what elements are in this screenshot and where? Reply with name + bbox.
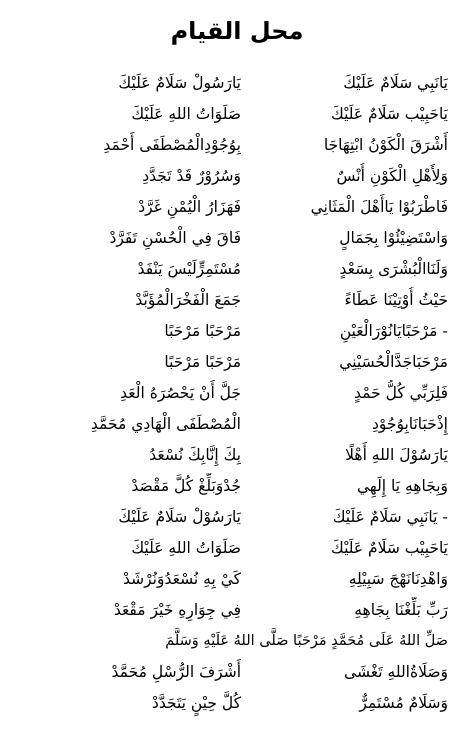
verse-left-hemistich: كُلَّ حِيْنٍ يَتَجَدَّدْ xyxy=(151,694,241,712)
verse-row xyxy=(36,132,448,159)
verse-left-hemistich: بِكَ إِنَّابِكَ نُسْعَدُ xyxy=(149,446,241,464)
verse-right-hemistich: يَارَسُوْلَ اللهِ أَهْلًا xyxy=(345,446,448,464)
verse-right-hemistich: وَصَلَاةُاللهِ تَغْشَى xyxy=(344,663,448,681)
verse-right-hemistich: حَيْثُ أُوْتِيْنَا عَطَاءً xyxy=(344,291,448,309)
verse-left-hemistich: كَيْ بِهِ نُسْعَدُوَنُرْشَدْ xyxy=(122,570,241,588)
poem-body xyxy=(36,70,448,720)
verse-left-hemistich: جَمَعَ الْفَخْرَالْمُؤَبَّدْ xyxy=(135,291,241,309)
verse-right-hemistich: مَرْحَبَاجَدَّالْحُسَيْنِي xyxy=(339,353,448,371)
verse-right-hemistich: - مَرْحَبًايَانُوْرَالْعَيْنِ xyxy=(339,322,448,340)
verse-left-hemistich: الْمُصْطَفَى الْهَادِي مُحَمَّدِ xyxy=(90,415,241,433)
verse-left-hemistich: مَرْحَبًا مَرْحَبًا xyxy=(164,322,241,340)
verse-row xyxy=(36,70,448,97)
verse-row xyxy=(36,194,448,221)
verse-row xyxy=(36,349,448,376)
verse-right-hemistich: وَبِجَاهِهِ يَا إِلَهِي xyxy=(357,477,448,495)
verse-row xyxy=(36,535,448,562)
verse-right-hemistich: فَلِرَبِّي كُلُّ حَمْدٍ xyxy=(354,384,448,402)
verse-left-hemistich: مُسْتَمِرٍّلَيْسَ يَنْفَدْ xyxy=(137,260,241,278)
verse-row xyxy=(36,690,448,717)
verse-left-hemistich: صَلَوَاتُ اللهِ عَلَيْكَ xyxy=(131,105,241,123)
verse-right-hemistich: - يَانَبِي سَلَامٌ عَلَيْكَ xyxy=(332,508,448,526)
verse-left-hemistich: جَلَّ أَنْ يَحْصُرَهُ الْعَدِ xyxy=(120,384,241,402)
verse-left-hemistich: صَلَوَاتُ اللهِ عَلَيْكَ xyxy=(131,539,241,557)
verse-left-hemistich: وَسُرُوْرٌ قَدْ تَجَدَّدِ xyxy=(142,167,241,185)
verse-right-hemistich: وَلَنَاالْبُشْرَى بِسَعْدٍ xyxy=(339,260,448,278)
verse-row xyxy=(36,628,448,655)
page-title: محل القيام xyxy=(170,17,304,45)
verse-row xyxy=(36,597,448,624)
verse-row xyxy=(36,473,448,500)
verse-row xyxy=(36,504,448,531)
verse-right-hemistich: وَسَلَامٌ مُسْتَمِرٌّ xyxy=(359,694,448,712)
verse-right-hemistich: فَاطْرَبُوْا يَاأَهْلَ الْمَثَانِي xyxy=(310,198,448,216)
verse-left-hemistich: فِي جِوَارِهِ خَيْرَ مَقْعَدْ xyxy=(113,601,241,619)
verse-right-hemistich: يَاحَبِيْب سَلَامٌ عَلَيْكَ xyxy=(331,539,448,557)
verse-row xyxy=(36,225,448,252)
verse-left-hemistich: جُدْوَبَلِّغْ كُلَّ مَقْصَدْ xyxy=(131,477,241,495)
verse-left-hemistich: مَرْحَبًا مَرْحَبًا xyxy=(164,353,241,371)
verse-right-hemistich: يَاحَبِيْب سَلَامٌ عَلَيْكَ xyxy=(331,105,448,123)
verse-row xyxy=(36,101,448,128)
verse-left-hemistich: بِوُجُوْدِالْمُصْطَفَى أَحْمَدِ xyxy=(103,136,241,154)
verse-left-hemistich: أَشْرَفَ الرُّسْلِ مُحَمَّدْ xyxy=(111,663,241,681)
verse-row xyxy=(36,411,448,438)
verse-row xyxy=(36,287,448,314)
verse-row xyxy=(36,566,448,593)
verse-row xyxy=(36,318,448,345)
verse-row xyxy=(36,256,448,283)
verse-row xyxy=(36,163,448,190)
verse-left-hemistich: يَارَسُولْ سَلَامٌ عَلَيْكَ xyxy=(118,74,241,92)
verse-right-hemistich: وَاسْتَضِيْئُوْا بِجَمَالٍ xyxy=(339,229,448,247)
verse-right-hemistich: إِذْحَبَانَابِوُجُوْدِ xyxy=(371,415,448,433)
verse-left-hemistich: فَهَزَارُ الْيُمْنِ غَرَّدْ xyxy=(138,198,241,216)
verse-left-hemistich: فَاقَ فِي الْحُسْنِ تَفَرَّدْ xyxy=(109,229,241,247)
verse-left-hemistich: يَارَسُوْلْ سَلَامٌ عَلَيْكَ xyxy=(118,508,241,526)
verse-row xyxy=(36,659,448,686)
verse-row xyxy=(36,380,448,407)
verse-full-line: صَلِّ اللهُ عَلَى مُحَمَّدٍ مَرْحَبًا صَلَّى اللهُ عَلَيْهِ وَسَلَّمَ xyxy=(165,633,448,649)
verse-right-hemistich: أَشْرَقَ الْكَوْنُ ابْتِهَاجَا xyxy=(323,136,448,154)
verse-right-hemistich: رَبِّ بَلِّغْنَا بِجَاهِهِ xyxy=(354,601,448,619)
verse-row xyxy=(36,442,448,469)
verse-right-hemistich: وَلِأَهْلِ الْكَوْنِ أُنْسٌ xyxy=(336,167,448,185)
verse-right-hemistich: يَانَبِي سَلَامٌ عَلَيْكَ xyxy=(343,74,448,92)
verse-right-hemistich: وَاهْدِنَانَهْجَ سَبِيْلِهِ xyxy=(348,570,448,588)
